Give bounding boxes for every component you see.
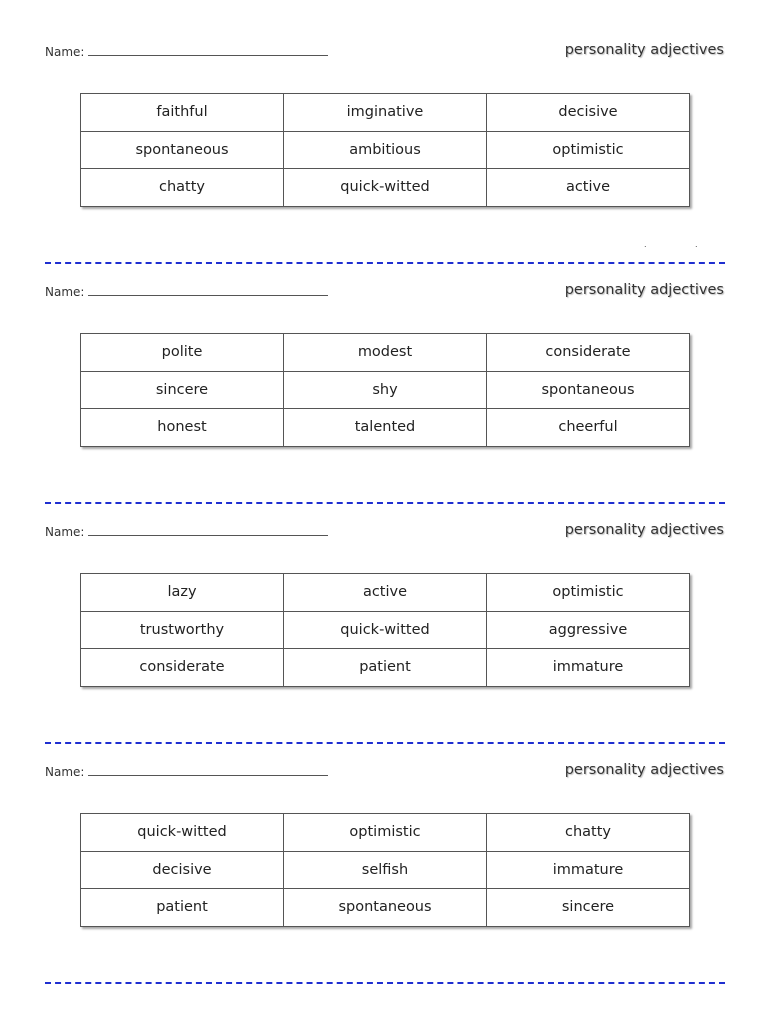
word-cell: ambitious (284, 131, 487, 169)
name-field[interactable] (45, 525, 328, 539)
table-row (81, 574, 690, 612)
worksheet-title: personality adjectives (564, 282, 724, 298)
table-row (81, 131, 690, 169)
word-cell: considerate (487, 334, 690, 372)
name-label: Name: (45, 525, 85, 539)
worksheet-section-4 (0, 720, 768, 960)
word-cell: imginative (284, 94, 487, 132)
table-row (81, 94, 690, 132)
word-cell: patient (284, 649, 487, 687)
table-row (81, 409, 690, 447)
name-label: Name: (45, 285, 85, 299)
word-cell: sincere (487, 889, 690, 927)
word-cell: considerate (81, 649, 284, 687)
stray-dot: . (695, 240, 698, 249)
table-row (81, 851, 690, 889)
word-table (80, 813, 690, 927)
word-cell: decisive (81, 851, 284, 889)
word-cell: active (487, 169, 690, 207)
word-cell: spontaneous (81, 131, 284, 169)
word-cell: patient (81, 889, 284, 927)
word-cell: optimistic (487, 574, 690, 612)
worksheet-section-3 (0, 480, 768, 720)
word-cell: quick-witted (284, 169, 487, 207)
word-cell: chatty (487, 814, 690, 852)
word-cell: lazy (81, 574, 284, 612)
name-underline (88, 285, 328, 296)
word-cell: decisive (487, 94, 690, 132)
word-cell: spontaneous (284, 889, 487, 927)
word-cell: trustworthy (81, 611, 284, 649)
word-cell: optimistic (487, 131, 690, 169)
table-row (81, 649, 690, 687)
name-underline (88, 765, 328, 776)
name-label: Name: (45, 45, 85, 59)
word-cell: talented (284, 409, 487, 447)
table-row (81, 889, 690, 927)
worksheet-section-2 (0, 240, 768, 480)
table-row (81, 334, 690, 372)
worksheet-title: personality adjectives (564, 522, 724, 538)
word-table (80, 573, 690, 687)
word-cell: faithful (81, 94, 284, 132)
word-cell: immature (487, 649, 690, 687)
word-table (80, 93, 690, 207)
word-cell: aggressive (487, 611, 690, 649)
word-cell: spontaneous (487, 371, 690, 409)
table-row (81, 814, 690, 852)
name-underline (88, 525, 328, 536)
name-field[interactable] (45, 285, 328, 299)
word-table (80, 333, 690, 447)
dashed-cut-line (45, 982, 725, 984)
name-underline (88, 45, 328, 56)
word-cell: optimistic (284, 814, 487, 852)
table-row (81, 611, 690, 649)
word-cell: active (284, 574, 487, 612)
word-cell: quick-witted (284, 611, 487, 649)
table-row (81, 169, 690, 207)
word-cell: sincere (81, 371, 284, 409)
word-cell: immature (487, 851, 690, 889)
word-cell: chatty (81, 169, 284, 207)
word-cell: polite (81, 334, 284, 372)
name-field[interactable] (45, 765, 328, 779)
worksheet-section-1 (0, 0, 768, 249)
table-row (81, 371, 690, 409)
name-field[interactable] (45, 45, 328, 59)
word-cell: shy (284, 371, 487, 409)
word-cell: quick-witted (81, 814, 284, 852)
worksheet-title: personality adjectives (564, 42, 724, 58)
word-cell: modest (284, 334, 487, 372)
worksheet-title: personality adjectives (564, 762, 724, 778)
stray-dot: . (644, 240, 647, 249)
name-label: Name: (45, 765, 85, 779)
word-cell: cheerful (487, 409, 690, 447)
word-cell: selfish (284, 851, 487, 889)
word-cell: honest (81, 409, 284, 447)
